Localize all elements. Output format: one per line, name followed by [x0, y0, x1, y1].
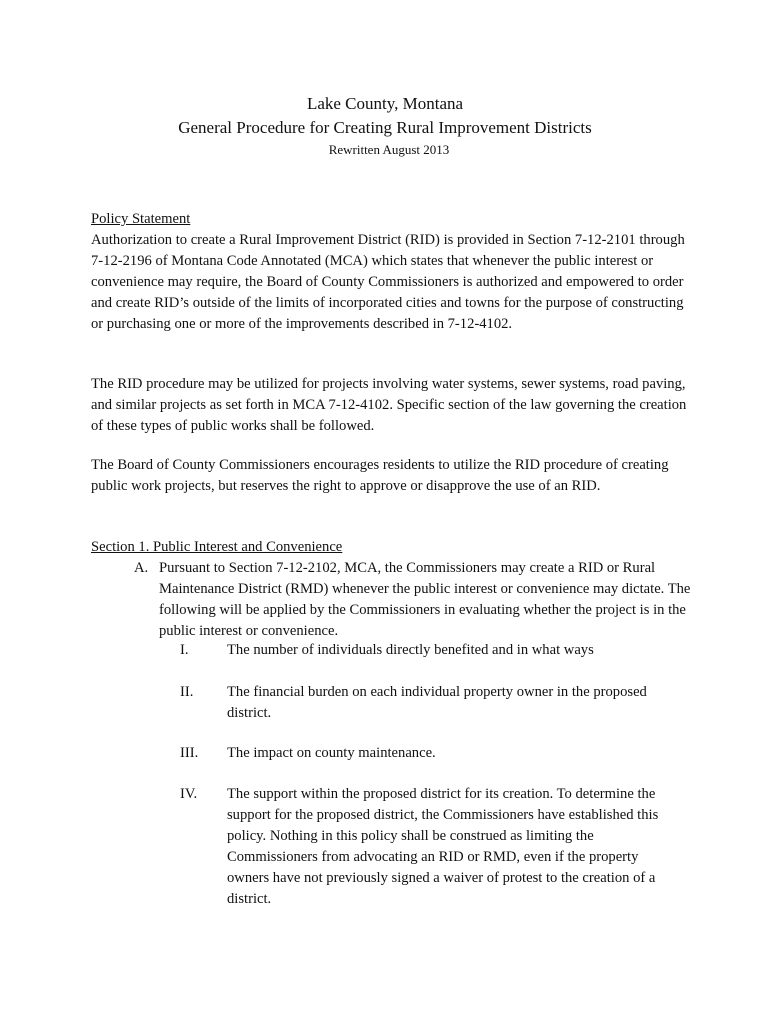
section-1-heading: Section 1. Public Interest and Convenience: [91, 539, 343, 555]
section-1: [91, 537, 691, 558]
policy-heading: Policy Statement: [91, 211, 191, 227]
policy-paragraph-1: Authorization to create a Rural Improvement District (RID) is provided in Section 7-12-2101 through 7-12-2196 of Montana Code Annotated (MCA) which states that whenever the public interest or convenience may require, the Board of County Commissioners is authorized and empowered to order and create RID’s outside of the limits of incorporated cities and towns for the purpose of constructing or purchasing one or more of the improvements described in 7-12-4102.: [91, 232, 685, 332]
policy-paragraph-3-block: [91, 455, 691, 497]
criterion-number: I.: [180, 642, 189, 658]
item-a-marker: A.: [134, 560, 149, 576]
criterion-4: [180, 784, 680, 910]
criterion-text: The impact on county maintenance.: [227, 745, 436, 761]
criterion-2: [180, 682, 680, 724]
criterion-1: [180, 640, 680, 661]
criterion-number: III.: [180, 745, 199, 761]
policy-paragraph-3: The Board of County Commissioners encourages residents to utilize the RID procedure of creating public work projects, but reserves the right to approve or disapprove the use of an RID.: [91, 457, 669, 494]
criterion-text: The number of individuals directly benefited and in what ways: [227, 642, 594, 658]
criterion-text: The financial burden on each individual property owner in the proposed district.: [227, 684, 647, 721]
criterion-number: II.: [180, 684, 194, 700]
revision-date: Rewritten August 2013: [328, 142, 450, 157]
policy-statement: [91, 209, 691, 335]
criterion-3: [180, 743, 680, 764]
criterion-number: IV.: [180, 786, 198, 802]
item-a-text: Pursuant to Section 7-12-2102, MCA, the Commissioners may create a RID or Rural Maintenance District (RMD) whenever the public interest or convenience may dictate. The following will be applied by the Commissioners in evaluating whether the project is in the public interest or convenience.: [159, 560, 691, 639]
document-subtitle: General Procedure for Creating Rural Improvement Districts: [178, 118, 592, 137]
policy-paragraph-2-block: [91, 374, 691, 437]
criterion-text: The support within the proposed district for its creation. To determine the support for the proposed district, the Commissioners have established this policy. Nothing in this policy shall be construed as limiting the Commissioners from advocating an RID or RMD, even if the property owners have not previously signed a waiver of protest to the creation of a district.: [227, 786, 659, 907]
section-1-item-a: [134, 558, 694, 642]
document-title: Lake County, Montana: [306, 94, 464, 113]
policy-paragraph-2: The RID procedure may be utilized for projects involving water systems, sewer systems, road paving, and similar projects as set forth in MCA 7-12-4102. Specific section of the law governing the creation of these types of public works shall be followed.: [91, 376, 687, 434]
document-header: [0, 92, 770, 160]
